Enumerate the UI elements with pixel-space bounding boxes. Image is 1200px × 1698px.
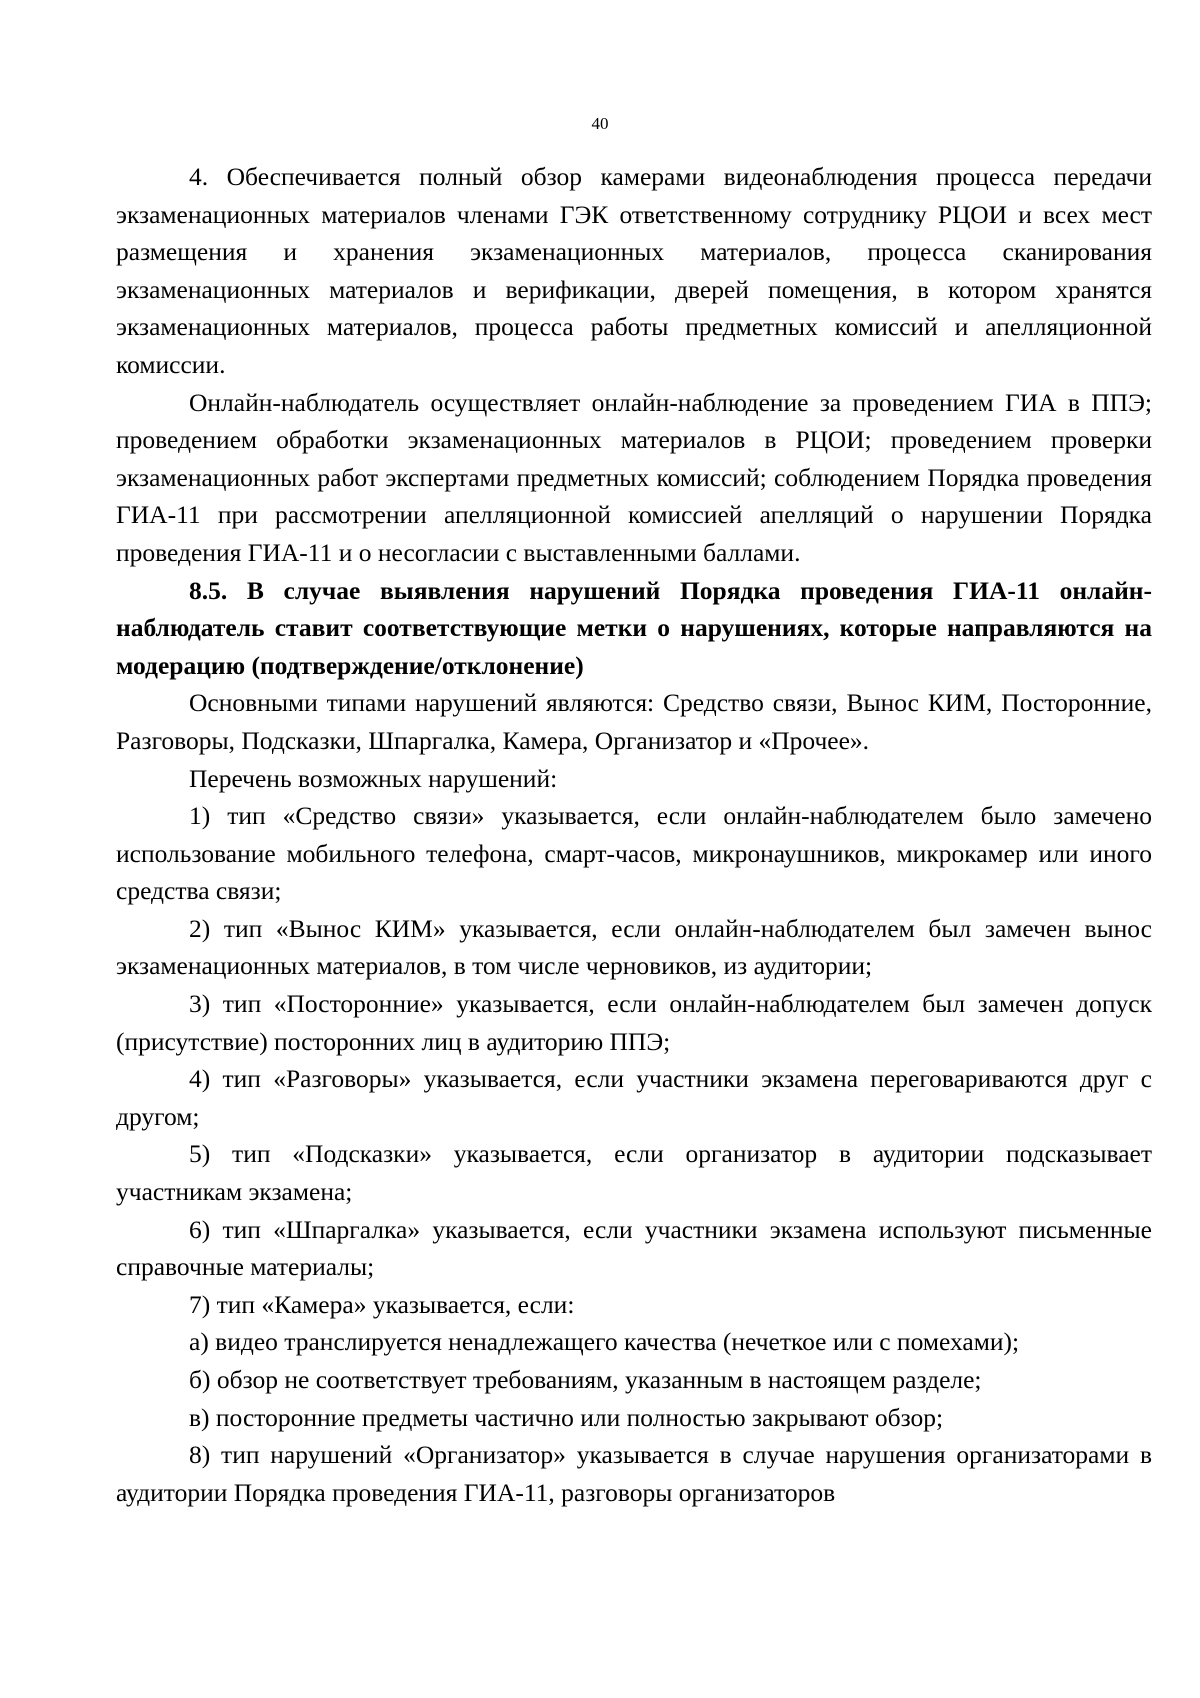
- list-item-camera: 7) тип «Камера» указывается, если:: [189, 1289, 575, 1319]
- list-subitem-camera-b: б) обзор не соответствует требованиям, указанным в настоящем разделе;: [189, 1365, 982, 1394]
- list-item-kim-removal: 2) тип «Вынос КИМ» указывается, если онлайн-наблюдателем был замечен вынос экзаменационных материалов, в том числе черновиков, из аудитории;: [116, 913, 1152, 981]
- paragraph-camera-coverage: 4. Обеспечивается полный обзор камерами видеонаблюдения процесса передачи экзаменационных материалов членами ГЭК ответственному сотруднику РЦОИ и всех мест размещения и хранения экзаменационных материалов, процесса сканирования экзаменационных материалов и верификации, дверей помещения, в котором хранятся экзаменационных материалов, процесса работы предметных комиссий и апелляционной комиссии.: [116, 162, 1152, 379]
- list-item-outsiders: 3) тип «Посторонние» указывается, если онлайн-наблюдателем был замечен допуск (присутствие) посторонних лиц в аудиторию ППЭ;: [116, 989, 1152, 1056]
- paragraph-online-observer: Онлайн-наблюдатель осуществляет онлайн-наблюдение за проведением ГИА в ППЭ; проведением обработки экзаменационных материалов в РЦОИ; проведением проверки экзаменационных работ экспертами предметных комиссий; соблюдением Порядка проведения ГИА-11 при рассмотрении апелляционной комиссией апелляций о нарушении Порядка проведения ГИА-11 и о несогласии с выставленными баллами.: [116, 387, 1152, 567]
- list-subitem-camera-c: в) посторонние предметы частично или полностью закрывают обзор;: [189, 1402, 944, 1432]
- paragraph-violation-types: Основными типами нарушений являются: Средство связи, Вынос КИМ, Посторонние, Разговоры, Подсказки, Шпаргалка, Камера, Организатор и «Прочее».: [116, 688, 1152, 755]
- section-heading-8-5: 8.5. В случае выявления нарушений Порядка проведения ГИА-11 онлайн-наблюдатель ставит соответствующие метки о нарушениях, которые направляются на модерацию (подтверждение/отклонение): [116, 575, 1152, 680]
- list-item-prompts: 5) тип «Подсказки» указывается, если организатор в аудитории подсказывает участникам экзамена;: [116, 1139, 1152, 1207]
- paragraph-violations-list-intro: Перечень возможных нарушений:: [189, 763, 558, 793]
- list-item-cheat-sheet: 6) тип «Шпаргалка» указывается, если участники экзамена используют письменные справочные материалы;: [116, 1214, 1152, 1282]
- document-body: [116, 158, 1152, 1511]
- list-item-conversations: 4) тип «Разговоры» указывается, если участники экзамена переговариваются друг с другом;: [116, 1064, 1152, 1131]
- list-subitem-camera-a: а) видео транслируется ненадлежащего качества (нечеткое или с помехами);: [189, 1327, 1020, 1357]
- list-item-organizer: 8) тип нарушений «Организатор» указывается в случае нарушения организаторами в аудитории Порядка проведения ГИА-11, разговоры организаторов: [116, 1440, 1152, 1507]
- list-item-communication-device: 1) тип «Средство связи» указывается, если онлайн-наблюдателем было замечено использование мобильного телефона, смарт-часов, микронаушников, микрокамер или иного средства связи;: [116, 801, 1152, 906]
- page-number: 40: [591, 114, 609, 133]
